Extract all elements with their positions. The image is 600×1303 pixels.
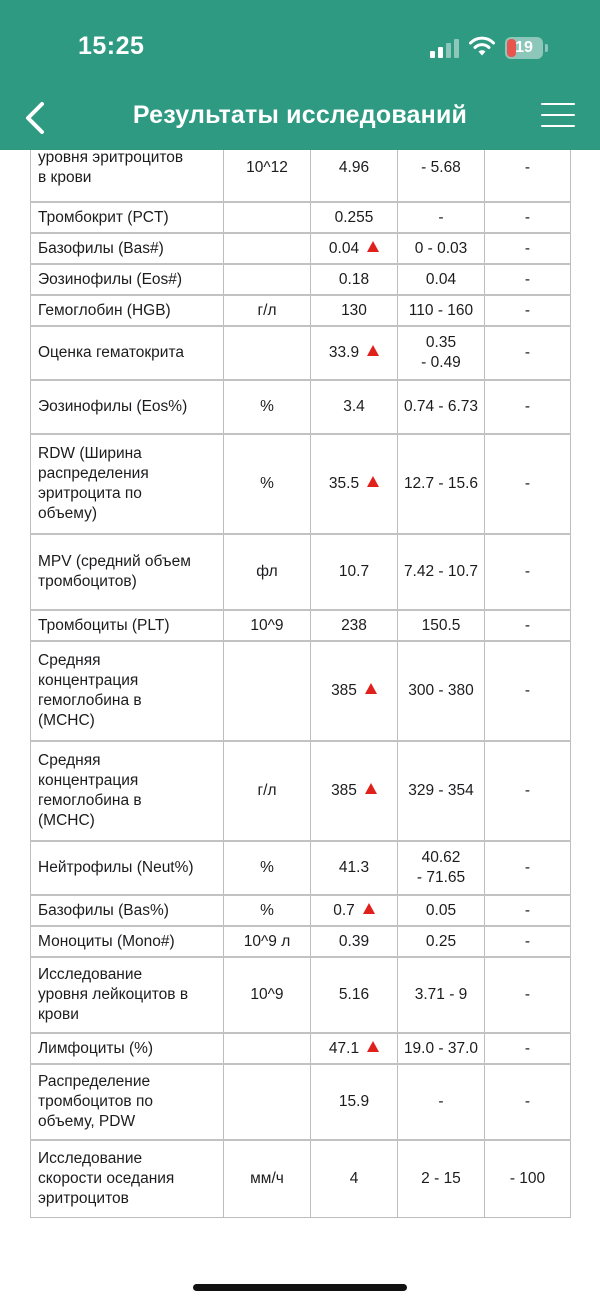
- result-value-cell: [311, 926, 398, 957]
- extra-range-cell: [485, 1140, 571, 1217]
- extra-range: -: [524, 682, 531, 699]
- test-name: Нейтрофилы (Neut%): [38, 859, 194, 876]
- result-value: 41.3: [338, 859, 370, 876]
- table-row: [31, 895, 571, 926]
- result-value: 5.16: [338, 986, 370, 1003]
- extra-range: -: [524, 159, 531, 176]
- test-name: уровня эритроцитов в крови: [38, 150, 184, 186]
- battery-icon: [505, 37, 543, 59]
- above-normal-flag-icon: [367, 345, 379, 356]
- test-name: Эозинофилы (Eos%): [38, 398, 188, 415]
- unit-cell: [224, 1140, 311, 1217]
- reference-range-cell: [398, 295, 485, 326]
- extra-range: -: [524, 901, 531, 919]
- reference-range-cell: [398, 434, 485, 534]
- table-row: [31, 434, 571, 534]
- table-row: [31, 295, 571, 326]
- result-value-cell: [311, 534, 398, 610]
- result-value-cell: [311, 1140, 398, 1217]
- extra-range-cell: [485, 326, 571, 380]
- hamburger-line: [541, 114, 575, 116]
- result-value: 0.7: [333, 901, 355, 919]
- extra-range-cell: [485, 264, 571, 295]
- unit: 10^9: [250, 986, 284, 1003]
- test-name-cell: [31, 641, 224, 741]
- result-value-cell: [311, 202, 398, 233]
- test-name-cell: [31, 534, 224, 610]
- unit-cell: [224, 326, 311, 380]
- test-name-cell: [31, 326, 224, 380]
- unit-cell: [224, 926, 311, 957]
- result-value: 47.1: [328, 1039, 360, 1057]
- test-name-cell: [31, 741, 224, 841]
- extra-range: -: [524, 208, 531, 226]
- reference-range-cell: [398, 534, 485, 610]
- result-value: 35.5: [328, 475, 360, 492]
- extra-range-cell: [485, 926, 571, 957]
- table-row: [31, 926, 571, 957]
- table-row: [31, 957, 571, 1033]
- unit: 10^9 л: [243, 932, 291, 950]
- test-name: RDW (Ширина распределения эритроцита по объему): [38, 445, 149, 522]
- extra-range: -: [524, 344, 531, 361]
- unit: фл: [256, 563, 278, 580]
- reference-range-cell: [398, 610, 485, 641]
- extra-range-cell: [485, 380, 571, 434]
- reference-range: 7.42 - 10.7: [403, 563, 479, 580]
- extra-range: - 100: [509, 1169, 546, 1187]
- reference-range: 40.62 - 71.65: [416, 849, 466, 886]
- result-value-cell: [311, 434, 398, 534]
- extra-range-cell: [485, 534, 571, 610]
- reference-range: -: [438, 208, 444, 226]
- result-value: 0.04: [328, 239, 360, 257]
- extra-range-cell: [485, 957, 571, 1033]
- reference-range: 0.04: [425, 270, 457, 288]
- reference-range: 19.0 - 37.0: [403, 1039, 479, 1057]
- unit: г/л: [257, 301, 277, 319]
- unit: %: [260, 859, 274, 876]
- unit-cell: [224, 641, 311, 741]
- table-row: [31, 534, 571, 610]
- table-row: [31, 1033, 571, 1064]
- unit-cell: [224, 610, 311, 641]
- reference-range-cell: [398, 326, 485, 380]
- extra-range-cell: [485, 434, 571, 534]
- extra-range: -: [524, 859, 531, 876]
- reference-range: 3.71 - 9: [414, 986, 468, 1003]
- reference-range: 300 - 380: [408, 682, 474, 699]
- test-name-cell: [31, 150, 224, 202]
- status-time: 15:25: [78, 32, 145, 60]
- table-row: [31, 233, 571, 264]
- extra-range-cell: [485, 1033, 571, 1064]
- test-name-cell: [31, 1033, 224, 1064]
- test-name: Средняя концентрация гемоглобина в (MCHC): [38, 752, 142, 829]
- table-row: [31, 641, 571, 741]
- test-name-cell: [31, 264, 224, 295]
- reference-range: 0.25: [425, 932, 457, 950]
- extra-range-cell: [485, 895, 571, 926]
- result-value: 4: [349, 1169, 359, 1187]
- result-value-cell: [311, 741, 398, 841]
- unit-cell: [224, 957, 311, 1033]
- table-row: [31, 380, 571, 434]
- test-name-cell: [31, 895, 224, 926]
- table-row: [31, 610, 571, 641]
- reference-range-cell: [398, 1140, 485, 1217]
- result-value-cell: [311, 957, 398, 1033]
- test-name-cell: [31, 1064, 224, 1140]
- unit: 10^12: [246, 159, 288, 176]
- extra-range-cell: [485, 610, 571, 641]
- test-name: Базофилы (Bas#): [38, 239, 164, 257]
- extra-range-cell: [485, 233, 571, 264]
- cellular-signal-icon: [430, 38, 460, 58]
- above-normal-flag-icon: [363, 903, 375, 914]
- reference-range-cell: [398, 1033, 485, 1064]
- extra-range: -: [524, 301, 531, 319]
- above-normal-flag-icon: [365, 683, 377, 694]
- unit: %: [260, 901, 274, 919]
- test-name: Лимфоциты (%): [38, 1039, 154, 1057]
- table-row: [31, 741, 571, 841]
- unit: %: [260, 475, 274, 492]
- wifi-icon: [469, 35, 495, 57]
- battery-tip: [545, 44, 548, 52]
- test-name: Моноциты (Mono#): [38, 932, 175, 950]
- reference-range: 0.35 - 0.49: [421, 334, 461, 371]
- extra-range-cell: [485, 741, 571, 841]
- test-name: Тромбоциты (PLT): [38, 616, 170, 634]
- extra-range: -: [524, 239, 531, 257]
- unit-cell: [224, 380, 311, 434]
- unit-cell: [224, 264, 311, 295]
- result-value-cell: [311, 264, 398, 295]
- test-name: Оценка гематокрита: [38, 344, 185, 361]
- table-row: [31, 841, 571, 895]
- test-name: Эозинофилы (Eos#): [38, 270, 183, 288]
- app-header: [0, 0, 600, 150]
- test-name: Тромбокрит (PCT): [38, 208, 169, 226]
- unit: 10^9: [250, 616, 284, 634]
- menu-button[interactable]: [541, 103, 577, 129]
- unit-cell: [224, 1064, 311, 1140]
- reference-range: 0 - 0.03: [414, 239, 468, 257]
- test-name: Исследование уровня лейкоцитов в крови: [38, 966, 189, 1023]
- reference-range: -: [438, 1093, 444, 1110]
- battery-level: 19: [515, 39, 533, 56]
- above-normal-flag-icon: [365, 783, 377, 794]
- extra-range: -: [524, 932, 531, 950]
- extra-range: -: [524, 398, 531, 415]
- test-name: Исследование скорости оседания эритроцитов: [38, 1149, 175, 1207]
- test-name-cell: [31, 957, 224, 1033]
- reference-range-cell: [398, 957, 485, 1033]
- extra-range: -: [524, 782, 531, 799]
- table-row: [31, 1140, 571, 1217]
- above-normal-flag-icon: [367, 241, 379, 252]
- reference-range-cell: [398, 841, 485, 895]
- reference-range-cell: [398, 202, 485, 233]
- test-name: Гемоглобин (HGB): [38, 301, 171, 319]
- extra-range: -: [524, 986, 531, 1003]
- reference-range: 2 - 15: [421, 1169, 461, 1187]
- result-value: 15.9: [338, 1093, 370, 1110]
- unit-cell: [224, 895, 311, 926]
- test-name: MPV (средний объем тромбоцитов): [38, 553, 191, 590]
- extra-range-cell: [485, 150, 571, 202]
- reference-range: 150.5: [421, 616, 461, 634]
- result-value: 33.9: [328, 344, 360, 361]
- reference-range: 0.74 - 6.73: [403, 398, 479, 415]
- extra-range: -: [524, 616, 531, 634]
- reference-range-cell: [398, 233, 485, 264]
- unit-cell: [224, 534, 311, 610]
- unit-cell: [224, 741, 311, 841]
- extra-range: -: [524, 270, 531, 288]
- table-row: [31, 1064, 571, 1140]
- reference-range-cell: [398, 380, 485, 434]
- reference-range-cell: [398, 741, 485, 841]
- result-value-cell: [311, 841, 398, 895]
- test-name-cell: [31, 434, 224, 534]
- unit: г/л: [257, 782, 277, 799]
- reference-range: 329 - 354: [408, 782, 474, 799]
- result-value: 130: [341, 301, 367, 319]
- reference-range: - 5.68: [421, 159, 461, 176]
- reference-range: 12.7 - 15.6: [403, 475, 479, 492]
- test-name-cell: [31, 380, 224, 434]
- result-value-cell: [311, 641, 398, 741]
- extra-range-cell: [485, 295, 571, 326]
- extra-range-cell: [485, 641, 571, 741]
- above-normal-flag-icon: [367, 476, 379, 487]
- result-value-cell: [311, 326, 398, 380]
- unit-cell: [224, 434, 311, 534]
- reference-range: 0.05: [425, 901, 457, 919]
- extra-range-cell: [485, 202, 571, 233]
- unit-cell: [224, 233, 311, 264]
- result-value: 3.4: [343, 398, 365, 415]
- unit-cell: [224, 150, 311, 202]
- reference-range-cell: [398, 926, 485, 957]
- above-normal-flag-icon: [367, 1041, 379, 1052]
- extra-range-cell: [485, 1064, 571, 1140]
- result-value: 0.39: [338, 932, 370, 950]
- extra-range: -: [524, 563, 531, 580]
- test-name: Распределение тромбоцитов по объему, PDW: [38, 1073, 153, 1130]
- hamburger-menu-icon: [541, 103, 575, 105]
- result-value: 4.96: [338, 159, 370, 176]
- test-name-cell: [31, 610, 224, 641]
- reference-range-cell: [398, 150, 485, 202]
- table-row: [31, 202, 571, 233]
- test-name: Базофилы (Bas%): [38, 901, 169, 919]
- test-name: Средняя концентрация гемоглобина в (MCHC): [38, 652, 142, 729]
- result-value: 238: [341, 616, 367, 634]
- test-name-cell: [31, 841, 224, 895]
- table-row: [31, 326, 571, 380]
- reference-range-cell: [398, 1064, 485, 1140]
- test-name-cell: [31, 926, 224, 957]
- table-row: [31, 150, 571, 202]
- test-name-cell: [31, 295, 224, 326]
- page-title: Результаты исследований: [132, 101, 468, 129]
- unit-cell: [224, 295, 311, 326]
- unit-cell: [224, 202, 311, 233]
- results-table: [30, 150, 571, 1218]
- home-indicator: [193, 1284, 407, 1291]
- test-name-cell: [31, 202, 224, 233]
- result-value-cell: [311, 1064, 398, 1140]
- extra-range: -: [524, 1039, 531, 1057]
- test-name-cell: [31, 1140, 224, 1217]
- hamburger-line: [541, 125, 575, 127]
- result-value-cell: [311, 380, 398, 434]
- extra-range-cell: [485, 841, 571, 895]
- result-value: 385: [331, 682, 357, 699]
- test-name-cell: [31, 233, 224, 264]
- result-value-cell: [311, 233, 398, 264]
- result-value: 0.18: [338, 270, 370, 288]
- unit: %: [260, 398, 274, 415]
- extra-range: -: [524, 1093, 531, 1110]
- result-value-cell: [311, 1033, 398, 1064]
- result-value-cell: [311, 895, 398, 926]
- table-row: [31, 264, 571, 295]
- result-value: 0.255: [334, 208, 374, 226]
- reference-range-cell: [398, 264, 485, 295]
- results-scroll-area[interactable]: [0, 150, 600, 1303]
- result-value: 385: [331, 782, 357, 799]
- reference-range-cell: [398, 895, 485, 926]
- unit-cell: [224, 1033, 311, 1064]
- reference-range: 110 - 160: [408, 301, 474, 319]
- result-value-cell: [311, 295, 398, 326]
- result-value-cell: [311, 610, 398, 641]
- result-value-cell: [311, 150, 398, 202]
- unit: мм/ч: [250, 1169, 284, 1187]
- reference-range-cell: [398, 641, 485, 741]
- unit-cell: [224, 841, 311, 895]
- result-value: 10.7: [338, 563, 370, 580]
- extra-range: -: [524, 475, 531, 492]
